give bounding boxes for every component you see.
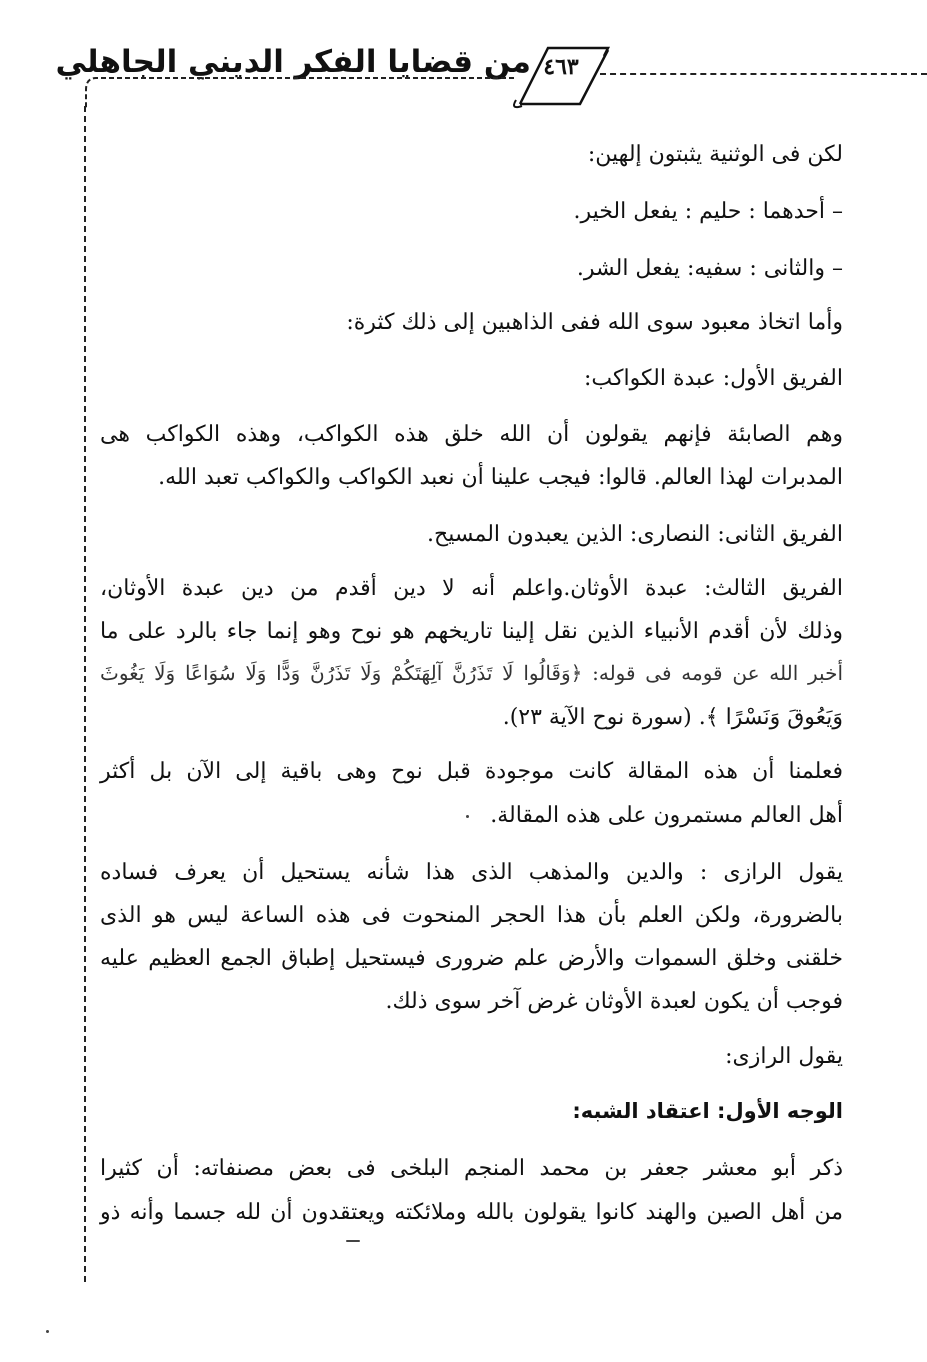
page-number: ٤٦٣ xyxy=(543,54,579,80)
list-item: – والثانى : سفيه: يفعل الشر. xyxy=(576,256,843,281)
text-line: وهم الصابئة فإنهم يقولون أن الله خلق هذه الكواكب، وهذه الكواكب هى xyxy=(100,422,843,447)
text-line: فعلمنا أن هذه المقالة كانت موجودة قبل نوح وهى باقية إلى الآن بل أكثر xyxy=(100,759,843,784)
frame-left-rule-dashed xyxy=(84,106,86,1282)
running-header-title: من قضايا الفكر الديني الجاهلي xyxy=(55,44,531,80)
text-line: من أهل الصين والهند كانوا يقولون بالله وملائكته ويعتقدون أن لله جسما وأنه ذو xyxy=(100,1200,843,1225)
text-line: أهل العالم مستمرون على هذه المقالة. xyxy=(490,803,843,828)
text-line: المدبرات لهذا العالم. قالوا: فيجب علينا أن نعبد الكواكب والكواكب تعبد الله. xyxy=(158,465,843,490)
scan-speck xyxy=(346,1240,360,1242)
bold-subheading: الوجه الأول: اعتقاد الشبه: xyxy=(572,1099,843,1123)
header-rule-dashed xyxy=(600,73,927,75)
section-heading: الفريق الثانى: النصارى: الذين يعبدون المسيح. xyxy=(427,522,843,547)
text-line: خلقنى وخلق السموات والأرض علم ضرورى فيستحيل إطباق الجمع العظيم عليه xyxy=(100,946,843,971)
scan-speck xyxy=(466,815,469,818)
text-line: وذلك لأن أقدم الأنبياء الذين نقل إلينا تاريخهم هو نوح وهو إنما جاء بالرد على ما xyxy=(100,619,843,644)
text-line: فوجب أن يكون لعبدة الأوثان غرض آخر سوى ذلك. xyxy=(385,989,843,1014)
frame-corner xyxy=(84,74,514,108)
text-line: يقول الرازى : والدين والمذهب الذى هذا شأنه يستحيل أن يعرف فساده xyxy=(100,860,843,885)
text-line: بالضرورة، ولكن العلم بأن هذا الحجر المنحوت فى هذه الساعة ليس هو الذى xyxy=(100,903,843,928)
scan-speck xyxy=(46,1330,49,1333)
list-item: – أحدهما : حليم : يفعل الخير. xyxy=(573,199,843,224)
text-line: يقول الرازى: xyxy=(725,1044,843,1069)
text-line: وأما اتخاذ معبود سوى الله ففى الذاهبين إلى ذلك كثرة: xyxy=(346,310,843,335)
text-line: لكن فى الوثنية يثبتون إلهين: xyxy=(587,142,843,167)
section-heading: الفريق الأول: عبدة الكواكب: xyxy=(584,366,843,391)
text-line: ذكر أبو معشر جعفر بن محمد المنجم البلخى فى بعض مصنفاته: أن كثيرا xyxy=(100,1156,843,1181)
verse-citation-line: وَيَعُوقَ وَنَسْرًا ﴾. (سورة نوح الآية ٢٣). xyxy=(502,705,843,730)
text-line: الفريق الثالث: عبدة الأوثان.واعلم أنه لا دين أقدم من دين عبدة الأوثان، xyxy=(100,576,843,601)
quran-verse-line: أخبر الله عن قومه فى قوله: ﴿وَقَالُوا لَا تَذَرُنَّ آلِهَتَكُمْ وَلَا تَذَرُنَّ وَدًّا وَلَا سُوَاعًا وَلَا يَغُوثَ xyxy=(100,661,843,685)
